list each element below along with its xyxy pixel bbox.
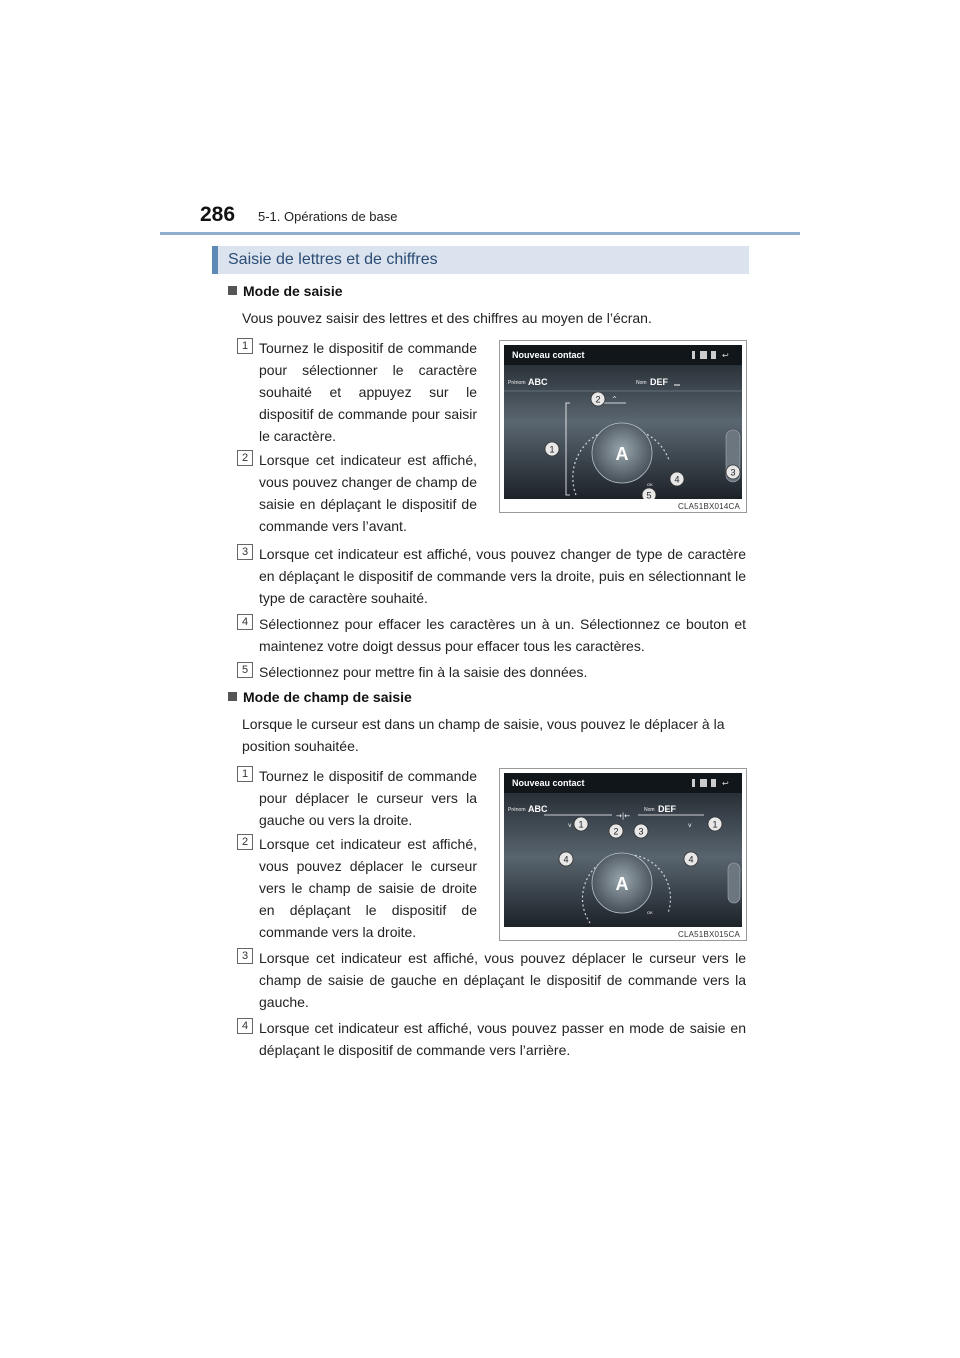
figure-title: Nouveau contact <box>512 350 585 360</box>
svg-text:ABC: ABC <box>528 804 548 814</box>
field-value-prenom: ABC <box>528 377 548 387</box>
item-number: 4 <box>237 614 253 630</box>
screen-image <box>504 773 742 927</box>
svg-text:1: 1 <box>712 819 718 830</box>
svg-text:OK: OK <box>647 910 653 915</box>
header-rule <box>160 232 800 235</box>
item-number: 5 <box>237 662 253 678</box>
svg-text:2: 2 <box>595 394 601 405</box>
svg-text:4: 4 <box>688 854 694 865</box>
svg-text:A: A <box>615 874 629 894</box>
figure-input-mode <box>499 340 747 513</box>
item-text: Lorsque cet indicateur est affiché, vous pouvez changer de champ de saisie en déplaçant le dispositif de commande vers l’avant. <box>259 452 477 534</box>
svg-text:1: 1 <box>578 819 584 830</box>
field-label-nom: Nom <box>636 380 647 386</box>
svg-text:DEF: DEF <box>658 804 676 814</box>
item-number: 2 <box>237 834 253 850</box>
item-number: 1 <box>237 338 253 354</box>
page-number: 286 <box>200 203 236 226</box>
item-text: Lorsque cet indicateur est affiché, vous pouvez déplacer le curseur vers le champ de saisie de droite en déplaçant le dispositif de commande vers la droite. <box>259 836 477 940</box>
svg-text:→|←: →|← <box>616 812 631 820</box>
item-text: Lorsque cet indicateur est affiché, vous pouvez passer en mode de saisie en déplaçant le dispositif de commande vers l’arrière. <box>259 1020 746 1058</box>
item-number: 4 <box>237 1018 253 1034</box>
item-text: Sélectionnez pour mettre fin à la saisie des données. <box>259 664 588 680</box>
section-bar <box>212 246 749 274</box>
item-text: Tournez le dispositif de commande pour sélectionner le caractère souhaité et appuyez sur le dispositif de commande pour saisir le caractère. <box>259 340 477 444</box>
figure-field-mode <box>499 768 747 941</box>
svg-text:^: ^ <box>612 396 618 403</box>
intro-mode-saisie: Vous pouvez saisir des lettres et des chiffres au moyen de l’écran. <box>242 310 652 326</box>
svg-text:4: 4 <box>674 474 680 485</box>
svg-text:OK: OK <box>647 482 653 487</box>
field-value-nom: DEF <box>650 377 668 387</box>
svg-text:↩: ↩ <box>722 779 729 788</box>
screen-image <box>504 345 742 499</box>
chapter-title: 5-1. Opérations de base <box>258 209 398 224</box>
intro-mode-champ: Lorsque le curseur est dans un champ de saisie, vous pouvez le déplacer à la position souhaitée. <box>242 716 725 754</box>
item-number: 1 <box>237 766 253 782</box>
svg-text:Prénom: Prénom <box>508 807 526 813</box>
figure-code: CLA51BX015CA <box>678 930 740 939</box>
item-number: 2 <box>237 450 253 466</box>
item-number: 3 <box>237 544 253 560</box>
big-letter: A <box>615 444 629 464</box>
square-bullet-icon <box>228 286 237 295</box>
item-text: Lorsque cet indicateur est affiché, vous pouvez déplacer le curseur vers le champ de saisie de gauche en déplaçant le dispositif de commande vers la gauche. <box>259 950 746 1010</box>
square-bullet-icon <box>228 692 237 701</box>
item-number: 3 <box>237 948 253 964</box>
section-title: Saisie de lettres et de chiffres <box>228 251 438 268</box>
svg-text:1: 1 <box>549 444 555 455</box>
svg-text:2: 2 <box>613 826 619 837</box>
svg-text:Nom: Nom <box>644 807 655 813</box>
subheading-mode-saisie: Mode de saisie <box>228 283 343 299</box>
field-label-prenom: Prénom <box>508 380 526 386</box>
svg-text:v: v <box>568 822 572 829</box>
svg-text:3: 3 <box>638 826 644 837</box>
svg-text:v: v <box>688 822 692 829</box>
figure-title: Nouveau contact <box>512 778 585 788</box>
svg-text:↩: ↩ <box>722 351 729 360</box>
subheading-mode-champ: Mode de champ de saisie <box>228 689 412 705</box>
svg-text:3: 3 <box>730 467 736 478</box>
svg-text:5: 5 <box>646 490 652 499</box>
figure-code: CLA51BX014CA <box>678 502 740 511</box>
item-text: Sélectionnez pour effacer les caractères un à un. Sélectionnez ce bouton et maintenez votre doigt dessus pour effacer tous les caractères. <box>259 616 746 654</box>
item-text: Tournez le dispositif de commande pour déplacer le curseur vers la gauche ou vers la droite. <box>259 768 477 828</box>
item-text: Lorsque cet indicateur est affiché, vous pouvez changer de type de caractère en déplaçant le dispositif de commande vers la droite, puis en sélectionnant le type de caractère souhaité. <box>259 546 746 606</box>
svg-text:4: 4 <box>563 854 569 865</box>
